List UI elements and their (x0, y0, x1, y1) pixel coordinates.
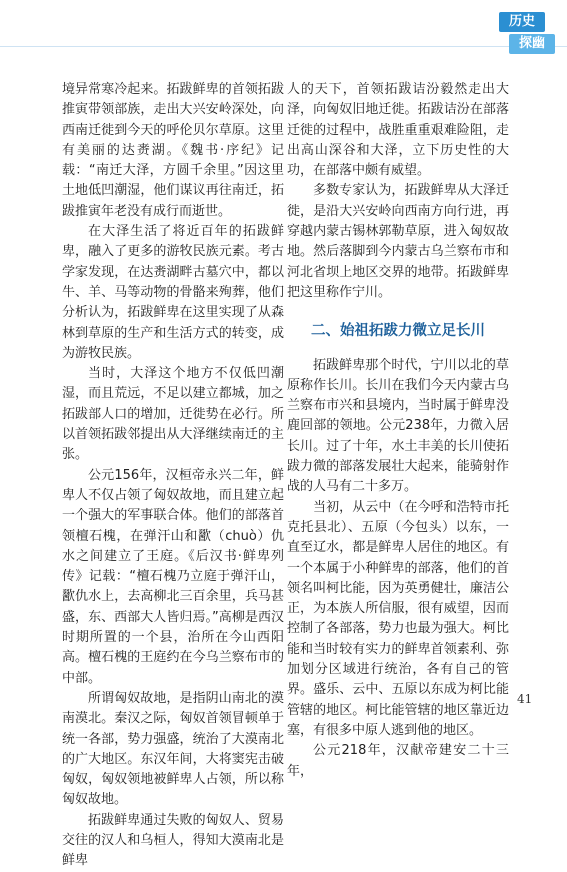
left-column (62, 80, 284, 872)
right-column (287, 80, 509, 782)
header-band (0, 0, 567, 46)
paragraph: 在大泽生活了将近百年的拓跋鲜卑，融入了更多的游牧民族元素。考古学家发现，在达赉湖畔古墓穴中，都以牛、羊、马等动物的骨骼来殉葬，他们分析认为，拓跋鲜卑在这里实现了从森林到草原的生产和生活方式的转变，成为游牧民族。 (62, 224, 284, 361)
section-badge (499, 12, 555, 60)
paragraph: 公元156年，汉桓帝永兴二年，鲜卑人不仅占领了匈奴故地，而且建立起一个强大的军事联合体。他们的部落首领檀石槐，在弹汗山和歠（chuò）仇水之间建立了王庭。《后汉书·鲜卑列传》记载：“檀石槐乃立庭于弹汗山，歠仇水上，去高柳北三百余里，兵马甚盛，东、西部大人皆归焉。”高柳是西汉时期所置的一个县，治所在今山西阳高。檀石槐的王庭约在今乌兰察布市的中部。 (62, 467, 284, 686)
badge-line-1: 历史 (499, 12, 545, 32)
paragraph: 境异常寒冷起来。拓跋鲜卑的首领拓跋推寅带领部族，走出大兴安岭深处，向西南迁徙到今天的呼伦贝尔草原。这里有美丽的达赉湖。《魏书·序纪》记载：“南迁大泽，方圆千余里。”因这里土地低凹潮湿，他们谋议再往南迁，拓跋推寅年老没有成行而逝世。 (62, 82, 284, 219)
paragraph: 所谓匈奴故地，是指阴山南北的漠南漠北。秦汉之际，匈奴首领冒顿单于统一各部，势力强盛，统治了大漠南北的广大地区。东汉年间，大将窦宪击破匈奴，匈奴领地被鲜卑人占领，所以称匈奴故地。 (62, 690, 284, 808)
paragraph: 当初，从云中（在今呼和浩特市托克托县北）、五原（今包头）以东，一直至辽水，都是鲜卑人居住的地区。有一个本属于小种鲜卑的部落，他们的首领名叫柯比能，因为英勇健壮，廉洁公正，为本族人所信服，很有威望，因而控制了各部落，势力也最为强大。柯比能和当时较有实力的鲜卑首领素利、弥加划分区域进行统治，各有自己的管界。盛乐、云中、五原以东成为柯比能管辖的地区。柯比能管辖的地区靠近边塞，有很多中原人逃到他的地区。 (287, 499, 509, 738)
paragraph: 拓跋鲜卑那个时代，宁川以北的草原称作长川。长川在我们今天内蒙古乌兰察布市兴和县境内，当时属于鲜卑没鹿回部的领地。公元238年，力微入居长川。过了十年，水土丰美的长川使拓跋力微的部落发展壮大起来，能骑射作战的人马有二十多万。 (287, 357, 509, 495)
header-divider (0, 46, 567, 47)
paragraph: 公元218年，汉献帝建安二十三年， (287, 743, 509, 779)
badge-line-2: 探幽 (509, 34, 555, 54)
page-number: 41 (517, 692, 533, 706)
paragraph: 人的天下，首领拓跋诘汾毅然走出大泽，向匈奴旧地迁徙。拓跋诘汾在部落迁徙的过程中，战胜重重艰难险阻，走出高山深谷和大泽，立下历史性的大功，在部落中颇有威望。 (287, 82, 509, 179)
paragraph: 拓跋鲜卑通过失败的匈奴人、贸易交往的汉人和乌桓人，得知大漠南北是鲜卑 (62, 812, 284, 869)
section-heading: 二、始祖拓跋力微立足长川 (311, 323, 485, 340)
paragraph: 多数专家认为，拓跋鲜卑从大泽迁徙，是沿大兴安岭向西南方向行进，再穿越内蒙古锡林郭勒草原，进入匈奴故地。然后落脚到今内蒙古乌兰察布市和河北省坝上地区交界的地带。拓跋鲜卑把这里称作宁川。 (287, 183, 509, 300)
paragraph: 当时，大泽这个地方不仅低凹潮湿，而且荒远，不足以建立都城，加之拓跋部人口的增加，迁徙势在必行。所以首领拓跋邻提出从大泽继续南迁的主张。 (62, 366, 284, 463)
